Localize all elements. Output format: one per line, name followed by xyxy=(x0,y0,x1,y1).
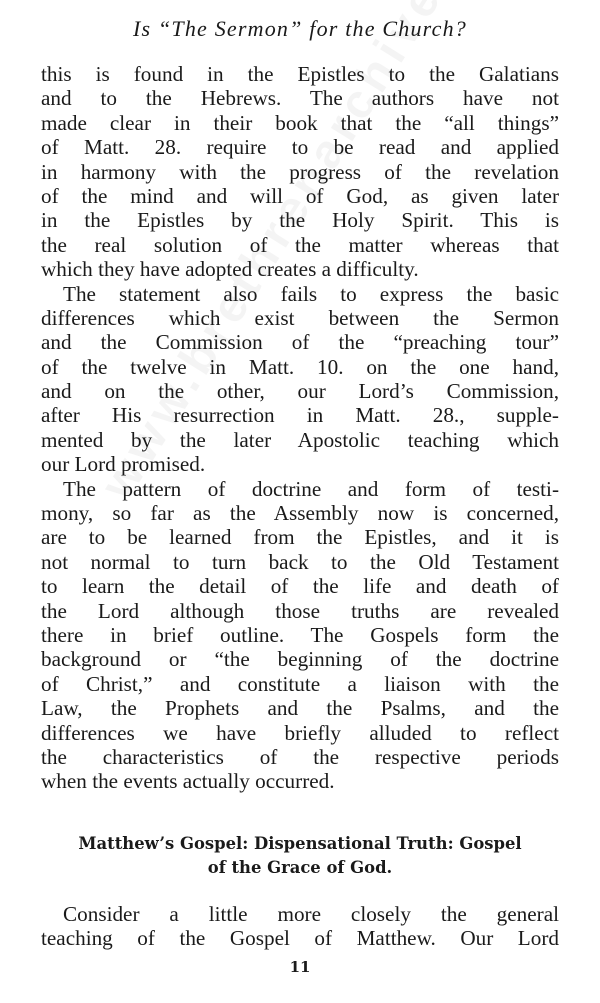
body-text-continued xyxy=(41,902,559,951)
text-line: and to the Hebrews. The authors have not xyxy=(41,86,559,111)
text-line: teaching of the Gospel of Matthew. Our Lord xyxy=(41,926,559,951)
text-line: the Lord although those truths are revealed xyxy=(41,598,559,623)
text-line: background or “the beginning of the doctrine xyxy=(41,647,559,672)
text-line: and on the other, our Lord’s Commission, xyxy=(41,379,559,404)
text-line: and the Commission of the “preaching tour” xyxy=(41,330,559,355)
text-line: Law, the Prophets and the Psalms, and the xyxy=(41,696,559,721)
text-line: differences we have briefly alluded to reflect xyxy=(41,720,559,745)
section-heading-line: Matthew’s Gospel: Dispensational Truth: Gospel xyxy=(78,834,522,853)
text-line: mented by the later Apostolic teaching which xyxy=(41,427,559,452)
text-line: not normal to turn back to the Old Testament xyxy=(41,549,559,574)
page-number: 11 xyxy=(289,958,311,976)
text-line: of the twelve in Matt. 10. on the one hand, xyxy=(41,354,559,379)
text-line: when the events actually occurred. xyxy=(41,769,335,794)
text-line: of Matt. 28. require to be read and applied xyxy=(41,135,559,160)
text-line: made clear in their book that the “all things” xyxy=(41,110,559,135)
text-line: this is found in the Epistles to the Galatians xyxy=(41,62,559,86)
section-heading xyxy=(41,832,559,880)
body-text xyxy=(41,62,559,794)
text-line: in harmony with the progress of the revelation xyxy=(41,159,559,184)
text-line: mony, so far as the Assembly now is concerned, xyxy=(41,501,559,526)
text-line: of the mind and will of God, as given later xyxy=(41,183,559,208)
text-line: there in brief outline. The Gospels form the xyxy=(41,622,559,647)
text-line: in the Epistles by the Holy Spirit. This is xyxy=(41,208,559,233)
text-line: which they have adopted creates a difficulty. xyxy=(41,257,419,282)
text-line: are to be learned from the Epistles, and it is xyxy=(41,525,559,550)
text-line: the real solution of the matter whereas that xyxy=(41,232,559,257)
text-line: differences which exist between the Sermon xyxy=(41,305,559,330)
text-line: of Christ,” and constitute a liaison with the xyxy=(41,671,559,696)
text-line: our Lord promised. xyxy=(41,452,206,477)
text-line: to learn the detail of the life and death of xyxy=(41,574,559,599)
text-line: the characteristics of the respective periods xyxy=(41,744,559,769)
text-line: Consider a little more closely the general xyxy=(63,902,559,926)
text-line: after His resurrection in Matt. 28., supple- xyxy=(41,403,559,428)
text-line: The pattern of doctrine and form of testi- xyxy=(63,476,559,501)
text-line: The statement also fails to express the basic xyxy=(63,281,559,306)
section-heading-line: of the Grace of God. xyxy=(207,858,393,877)
running-head: Is “The Sermon” for the Church? xyxy=(132,16,467,41)
